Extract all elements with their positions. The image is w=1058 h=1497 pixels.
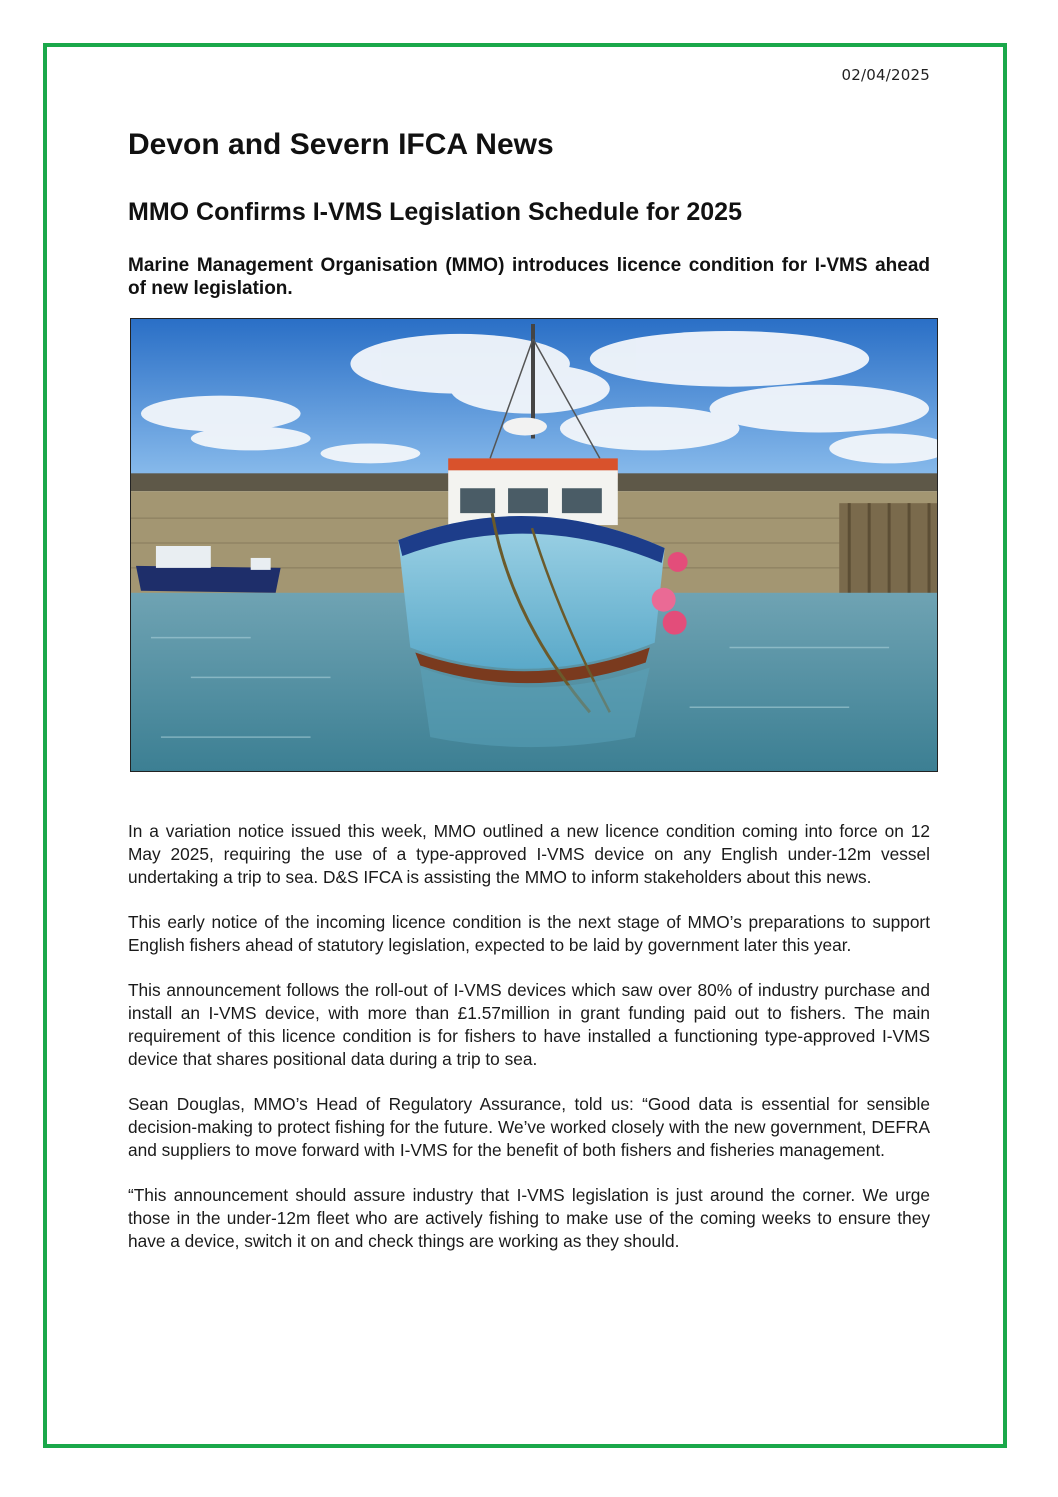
article-lead: Marine Management Organisation (MMO) introduces licence condition for I-VMS ahead of new legislation. xyxy=(128,255,930,299)
paragraph-quote-announcement: “This announcement should assure industry that I-VMS legislation is just around the corner. We urge those in the under-12m fleet who are actively fishing to make use of the coming weeks to ensure they have a device, switch it on and check things are working as they should. xyxy=(128,1185,930,1251)
publication-date: 02/04/2025 xyxy=(841,66,930,84)
fishing-boat-photo xyxy=(130,318,938,772)
article-headline: MMO Confirms I-VMS Legislation Schedule for 2025 xyxy=(128,198,742,226)
harbour-boat-image xyxy=(131,319,937,771)
paragraph-variation-notice: In a variation notice issued this week, MMO outlined a new licence condition coming into force on 12 May 2025, requiring the use of a type-approved I-VMS device on any English under-12m vessel undertaking a trip to sea. D&S IFCA is assisting the MMO to inform stakeholders about this news. xyxy=(128,821,930,887)
article-body xyxy=(128,820,930,1275)
paragraph-quote-douglas: Sean Douglas, MMO’s Head of Regulatory Assurance, told us: “Good data is essential for sensible decision-making to protect fishing for the future. We’ve worked closely with the new government, DEFRA and suppliers to move forward with I-VMS for the benefit of both fishers and fisheries management. xyxy=(128,1094,930,1160)
page-title: Devon and Severn IFCA News xyxy=(128,128,554,161)
paragraph-rollout: This announcement follows the roll-out of I-VMS devices which saw over 80% of industry purchase and install an I-VMS device, with more than £1.57million in grant funding paid out to fishers. The main requirement of this licence condition is for fishers to have installed a functioning type-approved I-VMS device that shares positional data during a trip to sea. xyxy=(128,980,930,1069)
paragraph-early-notice: This early notice of the incoming licence condition is the next stage of MMO’s preparations to support English fishers ahead of statutory legislation, expected to be laid by government later this year. xyxy=(128,912,930,955)
